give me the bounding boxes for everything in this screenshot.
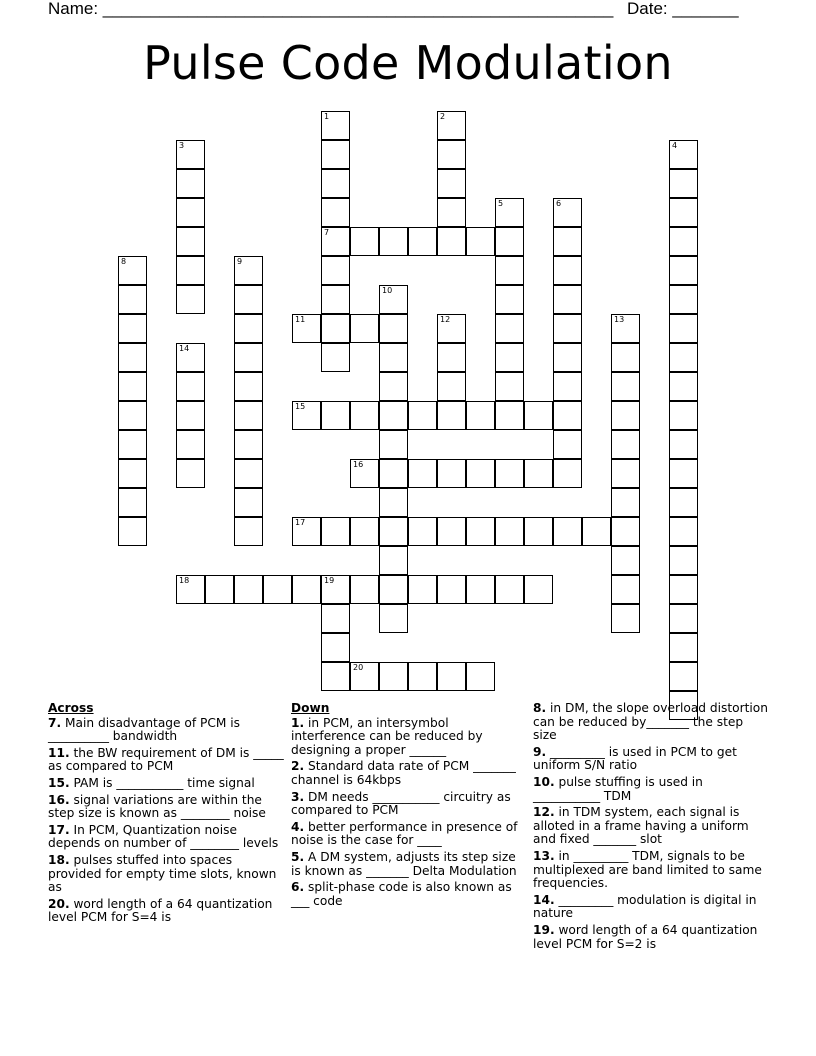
grid-cell[interactable]	[234, 459, 263, 488]
clue-down-10: 10. pulse stuffing is used in ___________ TDM	[533, 774, 703, 803]
grid-cell[interactable]	[118, 256, 147, 285]
clue-number: 9	[237, 257, 243, 266]
grid-cell[interactable]	[176, 285, 205, 314]
grid-cell[interactable]	[292, 575, 321, 604]
grid-cell[interactable]	[611, 343, 640, 372]
grid-cell[interactable]	[553, 401, 582, 430]
grid-cell[interactable]	[321, 517, 350, 546]
grid-cell[interactable]	[495, 372, 524, 401]
grid-cell[interactable]	[553, 343, 582, 372]
grid-cell[interactable]	[669, 633, 698, 662]
grid-cell[interactable]	[611, 604, 640, 633]
grid-cell[interactable]	[234, 343, 263, 372]
grid-cell[interactable]	[379, 372, 408, 401]
clue-number: 10	[382, 286, 393, 295]
grid-cell[interactable]	[669, 140, 698, 169]
grid-cell[interactable]	[524, 401, 553, 430]
grid-cell[interactable]	[176, 227, 205, 256]
clue-number: 14	[179, 344, 190, 353]
clue-number: 1	[324, 112, 330, 121]
clue-down-14: 14. _________ modulation is digital in nature	[533, 892, 757, 921]
grid-cell[interactable]	[379, 546, 408, 575]
grid-cell[interactable]	[350, 401, 379, 430]
clue-down-1: 1. in PCM, an intersymbol interference can be reduced by designing a proper ______	[291, 715, 483, 757]
grid-cell[interactable]	[321, 401, 350, 430]
clue-number: 3	[179, 141, 185, 150]
grid-cell[interactable]	[611, 401, 640, 430]
grid-cell[interactable]	[321, 343, 350, 372]
grid-cell[interactable]	[118, 372, 147, 401]
grid-cell[interactable]	[669, 430, 698, 459]
across-heading: Across	[48, 701, 94, 715]
grid-cell[interactable]	[611, 488, 640, 517]
grid-cell[interactable]	[292, 517, 321, 546]
grid-cell[interactable]	[321, 140, 350, 169]
grid-cell[interactable]	[234, 285, 263, 314]
grid-cell[interactable]	[466, 459, 495, 488]
grid-cell[interactable]	[466, 517, 495, 546]
down-heading: Down	[291, 701, 330, 715]
grid-cell[interactable]	[176, 140, 205, 169]
grid-cell[interactable]	[553, 459, 582, 488]
grid-cell[interactable]	[263, 575, 292, 604]
grid-cell[interactable]	[611, 459, 640, 488]
clue-across-16: 16. signal variations are within the step size is known as ________ noise	[48, 792, 266, 821]
puzzle-title: Pulse Code Modulation	[143, 36, 673, 90]
grid-cell[interactable]	[176, 459, 205, 488]
grid-cell[interactable]	[379, 575, 408, 604]
grid-cell[interactable]	[379, 517, 408, 546]
grid-cell[interactable]	[234, 488, 263, 517]
grid-cell[interactable]	[321, 285, 350, 314]
grid-cell[interactable]	[669, 169, 698, 198]
grid-cell[interactable]	[350, 314, 379, 343]
grid-cell[interactable]	[321, 111, 350, 140]
grid-cell[interactable]	[321, 604, 350, 633]
down-clues-continued	[533, 702, 769, 954]
grid-cell[interactable]	[495, 314, 524, 343]
grid-cell[interactable]	[466, 662, 495, 691]
grid-cell[interactable]	[669, 285, 698, 314]
grid-cell[interactable]	[408, 401, 437, 430]
grid-cell[interactable]	[553, 314, 582, 343]
grid-cell[interactable]	[176, 169, 205, 198]
clue-number: 20	[353, 663, 364, 672]
grid-cell[interactable]	[176, 401, 205, 430]
grid-cell[interactable]	[495, 401, 524, 430]
grid-cell[interactable]	[611, 517, 640, 546]
grid-cell[interactable]	[437, 140, 466, 169]
grid-cell[interactable]	[553, 227, 582, 256]
clue-down-19: 19. word length of a 64 quantization level PCM for S=2 is	[533, 922, 758, 951]
grid-cell[interactable]	[437, 372, 466, 401]
grid-cell[interactable]	[379, 401, 408, 430]
clue-down-3: 3. DM needs ___________ circuitry as compared to PCM	[291, 789, 511, 818]
clue-number: 7	[324, 228, 330, 237]
clue-across-17: 17. In PCM, Quantization noise depends on number of ________ levels	[48, 822, 279, 851]
grid-cell[interactable]	[321, 314, 350, 343]
grid-cell[interactable]	[553, 285, 582, 314]
grid-cell[interactable]	[495, 285, 524, 314]
grid-cell[interactable]	[524, 517, 553, 546]
grid-cell[interactable]	[118, 488, 147, 517]
grid-cell[interactable]	[669, 227, 698, 256]
clue-down-8: 8. in DM, the slope overload distortion can be reduced by_______ the step size	[533, 701, 768, 743]
grid-cell[interactable]	[495, 198, 524, 227]
grid-cell[interactable]	[234, 372, 263, 401]
grid-cell[interactable]	[553, 372, 582, 401]
grid-cell[interactable]	[524, 575, 553, 604]
clue-number: 11	[295, 315, 306, 324]
grid-cell[interactable]	[379, 314, 408, 343]
grid-cell[interactable]	[234, 401, 263, 430]
grid-cell[interactable]	[495, 256, 524, 285]
grid-cell[interactable]	[524, 459, 553, 488]
grid-cell[interactable]	[611, 372, 640, 401]
grid-cell[interactable]	[437, 401, 466, 430]
grid-cell[interactable]	[176, 198, 205, 227]
clue-down-13: 13. in _________ TDM, signals to be multiplexed are band limited to same frequencies.	[533, 848, 762, 891]
grid-cell[interactable]	[553, 198, 582, 227]
grid-cell[interactable]	[234, 256, 263, 285]
clue-number: 18	[179, 576, 190, 585]
grid-cell[interactable]	[205, 575, 234, 604]
clue-number: 6	[556, 199, 562, 208]
grid-cell[interactable]	[669, 401, 698, 430]
grid-cell[interactable]	[669, 198, 698, 227]
grid-cell[interactable]	[321, 575, 350, 604]
grid-cell[interactable]	[234, 517, 263, 546]
clue-number: 16	[353, 460, 364, 469]
grid-cell[interactable]	[118, 285, 147, 314]
clue-number: 19	[324, 576, 335, 585]
clue-number: 8	[121, 257, 127, 266]
clue-down-5: 5. A DM system, adjusts its step size is known as _______ Delta Modulation	[291, 849, 517, 878]
grid-cell[interactable]	[466, 575, 495, 604]
grid-cell[interactable]	[611, 314, 640, 343]
clue-across-15: 15. PAM is ___________ time signal	[48, 775, 255, 790]
grid-cell[interactable]	[553, 256, 582, 285]
grid-cell[interactable]	[669, 517, 698, 546]
grid-cell[interactable]	[408, 575, 437, 604]
name-field-label[interactable]: Name: ______________________________________________________	[48, 0, 614, 18]
clue-across-11: 11. the BW requirement of DM is _____ as compared to PCM	[48, 745, 284, 774]
clue-number: 17	[295, 518, 306, 527]
grid-cell[interactable]	[611, 430, 640, 459]
grid-cell[interactable]	[321, 227, 350, 256]
grid-cell[interactable]	[176, 343, 205, 372]
grid-cell[interactable]	[379, 662, 408, 691]
grid-cell[interactable]	[292, 314, 321, 343]
grid-cell[interactable]	[553, 517, 582, 546]
clue-number: 4	[672, 141, 678, 150]
grid-cell[interactable]	[118, 517, 147, 546]
grid-cell[interactable]	[437, 227, 466, 256]
grid-cell[interactable]	[176, 575, 205, 604]
grid-cell[interactable]	[669, 575, 698, 604]
grid-cell[interactable]	[350, 575, 379, 604]
grid-cell[interactable]	[437, 662, 466, 691]
clue-down-4: 4. better performance in presence of noise is the case for ____	[291, 819, 518, 848]
grid-cell[interactable]	[553, 430, 582, 459]
grid-cell[interactable]	[669, 662, 698, 691]
grid-cell[interactable]	[669, 256, 698, 285]
grid-cell[interactable]	[321, 169, 350, 198]
grid-cell[interactable]	[466, 227, 495, 256]
grid-cell[interactable]	[669, 314, 698, 343]
grid-cell[interactable]	[118, 430, 147, 459]
grid-cell[interactable]	[437, 169, 466, 198]
grid-cell[interactable]	[466, 401, 495, 430]
grid-cell[interactable]	[350, 662, 379, 691]
grid-cell[interactable]	[379, 227, 408, 256]
grid-cell[interactable]	[118, 314, 147, 343]
grid-cell[interactable]	[582, 517, 611, 546]
grid-cell[interactable]	[234, 314, 263, 343]
across-clues	[48, 702, 284, 928]
date-field-label[interactable]: Date: _______	[627, 0, 739, 18]
grid-cell[interactable]	[408, 517, 437, 546]
grid-cell[interactable]	[437, 198, 466, 227]
grid-cell[interactable]	[176, 256, 205, 285]
grid-cell[interactable]	[437, 459, 466, 488]
grid-cell[interactable]	[321, 198, 350, 227]
grid-cell[interactable]	[611, 546, 640, 575]
grid-cell[interactable]	[611, 575, 640, 604]
clue-number: 2	[440, 112, 446, 121]
grid-cell[interactable]	[669, 604, 698, 633]
grid-cell[interactable]	[408, 459, 437, 488]
grid-cell[interactable]	[321, 633, 350, 662]
grid-cell[interactable]	[118, 401, 147, 430]
grid-cell[interactable]	[495, 343, 524, 372]
grid-cell[interactable]	[669, 343, 698, 372]
grid-cell[interactable]	[350, 227, 379, 256]
grid-cell[interactable]	[437, 343, 466, 372]
grid-cell[interactable]	[437, 111, 466, 140]
grid-cell[interactable]	[350, 459, 379, 488]
grid-cell[interactable]	[350, 517, 379, 546]
grid-cell[interactable]	[292, 401, 321, 430]
grid-cell[interactable]	[408, 227, 437, 256]
grid-cell[interactable]	[437, 575, 466, 604]
grid-cell[interactable]	[669, 546, 698, 575]
grid-cell[interactable]	[379, 488, 408, 517]
clue-number: 15	[295, 402, 306, 411]
grid-cell[interactable]	[495, 227, 524, 256]
grid-cell[interactable]	[321, 256, 350, 285]
grid-cell[interactable]	[118, 459, 147, 488]
grid-cell[interactable]	[118, 343, 147, 372]
grid-cell[interactable]	[495, 575, 524, 604]
grid-cell[interactable]	[408, 662, 437, 691]
clue-number: 5	[498, 199, 504, 208]
grid-cell[interactable]	[379, 285, 408, 314]
down-clues	[291, 702, 523, 911]
clue-number: 13	[614, 315, 625, 324]
grid-cell[interactable]	[437, 517, 466, 546]
clue-number: 12	[440, 315, 451, 324]
grid-cell[interactable]	[437, 314, 466, 343]
grid-cell[interactable]	[234, 575, 263, 604]
grid-cell[interactable]	[379, 604, 408, 633]
clue-across-7: 7. Main disadvantage of PCM is __________ bandwidth	[48, 715, 241, 744]
grid-cell[interactable]	[321, 662, 350, 691]
grid-cell[interactable]	[379, 459, 408, 488]
clue-across-20: 20. word length of a 64 quantization level PCM for S=4 is	[48, 896, 273, 925]
grid-cell[interactable]	[669, 459, 698, 488]
grid-cell[interactable]	[176, 430, 205, 459]
clue-down-12: 12. in TDM system, each signal is alloted in a frame having a uniform and fixed _______ slot	[533, 805, 749, 847]
grid-cell[interactable]	[379, 343, 408, 372]
clue-down-9: 9. _________ is used in PCM to get uniform S/N ratio	[533, 744, 737, 773]
grid-cell[interactable]	[495, 517, 524, 546]
grid-cell[interactable]	[379, 430, 408, 459]
grid-cell[interactable]	[234, 430, 263, 459]
clue-down-2: 2. Standard data rate of PCM _______ channel is 64kbps	[291, 759, 516, 787]
grid-cell[interactable]	[495, 459, 524, 488]
grid-cell[interactable]	[669, 488, 698, 517]
grid-cell[interactable]	[176, 372, 205, 401]
clue-across-18: 18. pulses stuffed into spaces provided for empty time slots, known as	[48, 852, 277, 895]
grid-cell[interactable]	[669, 372, 698, 401]
clue-down-6: 6. split-phase code is also known as ___ code	[291, 880, 512, 908]
